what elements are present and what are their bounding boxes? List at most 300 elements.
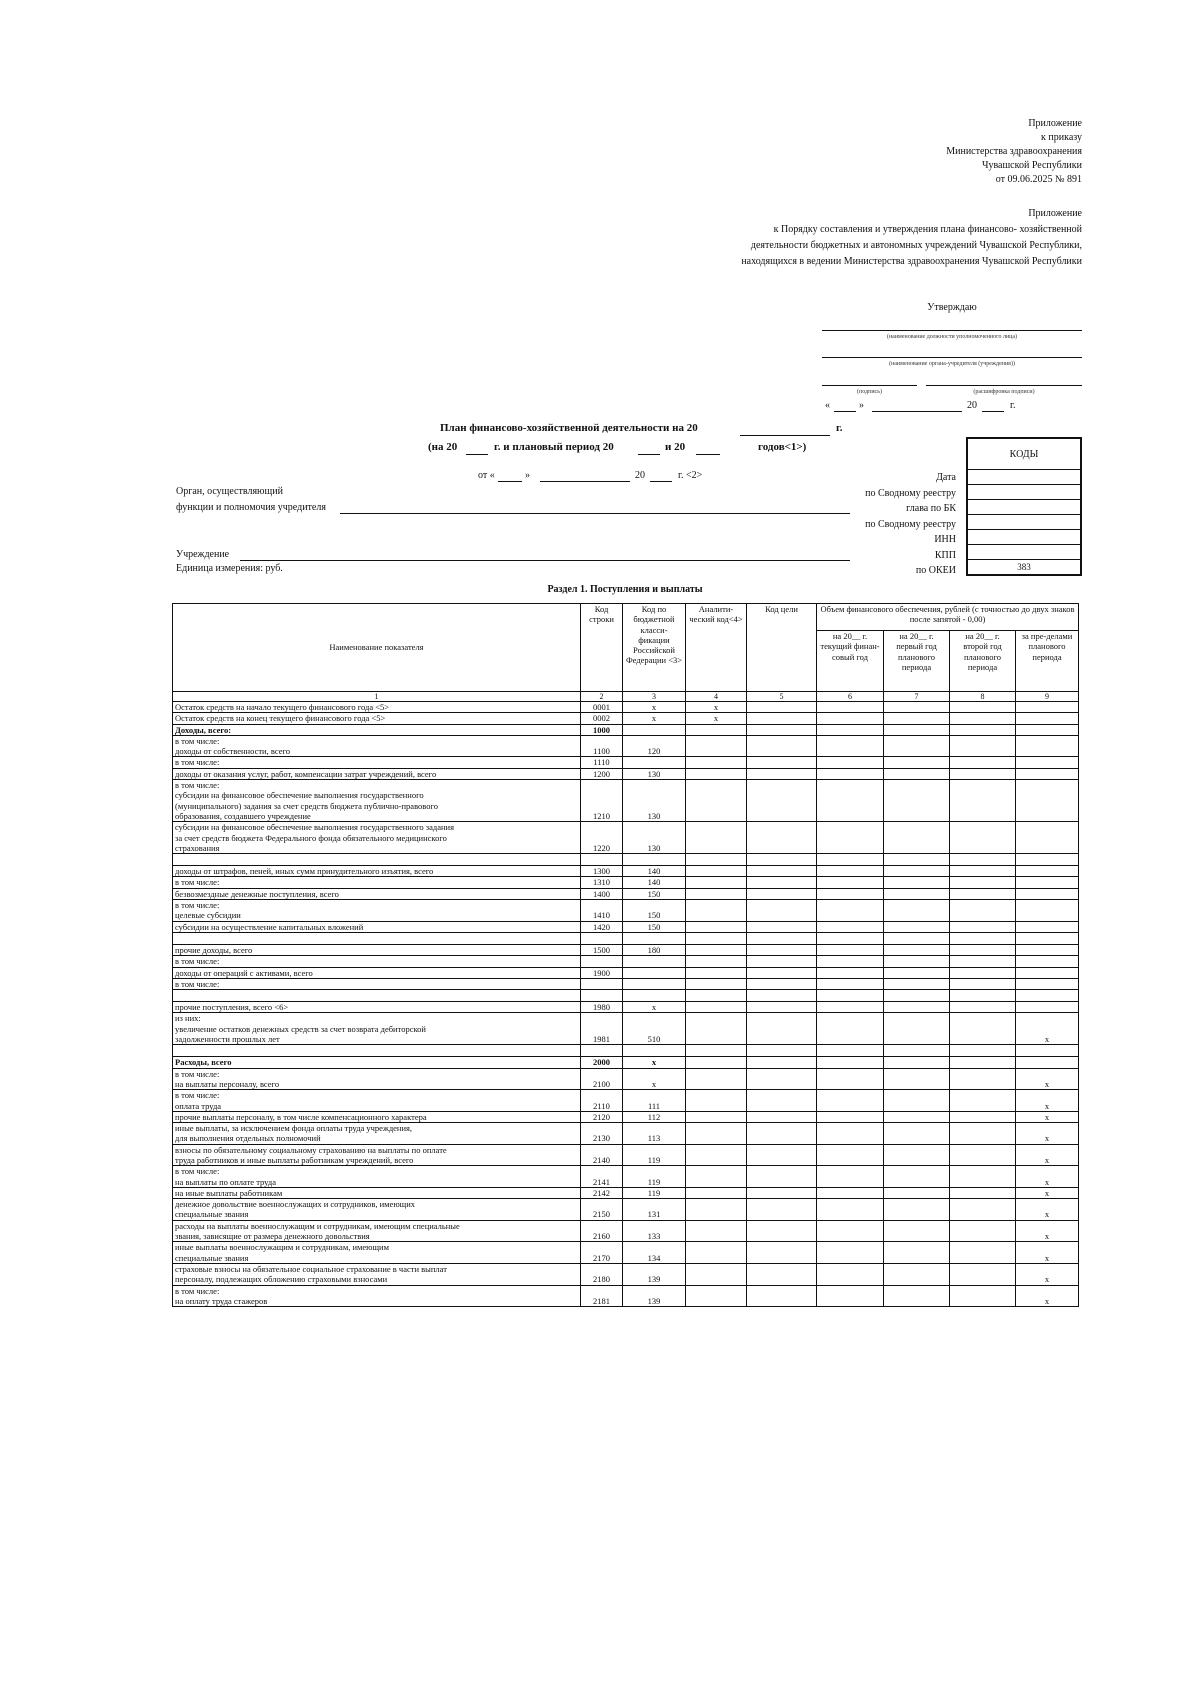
- row-goal-code[interactable]: [747, 877, 817, 888]
- row-analytic-code: [686, 932, 747, 944]
- row-amount-beyond[interactable]: x: [1016, 1285, 1079, 1307]
- row-amount-year-3[interactable]: [950, 1166, 1016, 1188]
- row-amount-year-2[interactable]: [884, 854, 950, 866]
- row-amount-year-2[interactable]: [884, 757, 950, 768]
- row-analytic-code: [686, 1068, 747, 1090]
- row-amount-year-3[interactable]: [950, 1144, 1016, 1166]
- row-amount-year-1[interactable]: [817, 944, 884, 955]
- plan-month-line: [540, 481, 630, 482]
- table-row: [173, 1242, 1079, 1264]
- row-code: [581, 854, 623, 866]
- row-amount-year-2[interactable]: [884, 735, 950, 757]
- row-name: страховые взносы на обязательное социальное страхование в части выплат персоналу, подлежащих обложению страховыми взносами: [173, 1263, 581, 1285]
- row-amount-year-1[interactable]: [817, 1123, 884, 1145]
- table-row: [173, 888, 1079, 899]
- row-code: 1220: [581, 822, 623, 854]
- row-bk-code: [623, 932, 686, 944]
- row-amount-year-3[interactable]: [950, 1123, 1016, 1145]
- row-name: в том числе: целевые субсидии: [173, 900, 581, 922]
- row-amount-beyond[interactable]: [1016, 713, 1079, 724]
- row-name: иные выплаты военнослужащим и сотрудникам, имеющим специальные звания: [173, 1242, 581, 1264]
- procedure-annex-line: к Порядку составления и утверждения плана финансово- хозяйственной: [773, 224, 1082, 235]
- row-name: взносы по обязательному социальному страхованию на выплаты по оплате труда работников и иные выплаты работникам учреждений, всего: [173, 1144, 581, 1166]
- row-code: [581, 978, 623, 989]
- row-amount-year-1[interactable]: [817, 866, 884, 877]
- row-amount-beyond[interactable]: [1016, 768, 1079, 779]
- row-goal-code[interactable]: [747, 822, 817, 854]
- row-goal-code[interactable]: [747, 990, 817, 1002]
- row-amount-year-1[interactable]: [817, 768, 884, 779]
- code-value[interactable]: [967, 515, 1081, 530]
- row-amount-year-3[interactable]: [950, 1263, 1016, 1285]
- row-amount-beyond[interactable]: x: [1016, 1068, 1079, 1090]
- row-amount-beyond[interactable]: [1016, 702, 1079, 713]
- row-analytic-code: [686, 888, 747, 899]
- row-amount-beyond[interactable]: [1016, 932, 1079, 944]
- row-amount-year-2[interactable]: [884, 990, 950, 1002]
- table-row: [173, 1199, 1079, 1221]
- table-row: [173, 1045, 1079, 1057]
- row-bk-code: 133: [623, 1220, 686, 1242]
- row-amount-beyond[interactable]: [1016, 978, 1079, 989]
- row-amount-beyond[interactable]: [1016, 990, 1079, 1002]
- row-analytic-code: [686, 1111, 747, 1122]
- row-amount-beyond[interactable]: [1016, 1002, 1079, 1013]
- row-goal-code[interactable]: [747, 888, 817, 899]
- row-amount-year-2[interactable]: [884, 1263, 950, 1285]
- row-amount-year-3[interactable]: [950, 1285, 1016, 1307]
- row-name: из них: увеличение остатков денежных средств за счет возврата дебиторской задолженности прошлых лет: [173, 1013, 581, 1045]
- row-amount-year-1[interactable]: [817, 1187, 884, 1198]
- table-row: [173, 1068, 1079, 1090]
- row-code: 1400: [581, 888, 623, 899]
- row-goal-code[interactable]: [747, 1013, 817, 1045]
- approve-year-suffix: г.: [1010, 400, 1016, 411]
- row-goal-code[interactable]: [747, 1242, 817, 1264]
- row-analytic-code: [686, 956, 747, 967]
- row-analytic-code: [686, 1242, 747, 1264]
- row-amount-year-3[interactable]: [950, 1068, 1016, 1090]
- row-amount-beyond[interactable]: [1016, 757, 1079, 768]
- row-name: расходы на выплаты военнослужащим и сотрудникам, имеющим специальные звания, зависящие от размера денежного довольствия: [173, 1220, 581, 1242]
- row-amount-year-2[interactable]: [884, 1013, 950, 1045]
- row-goal-code[interactable]: [747, 1123, 817, 1145]
- row-amount-year-2[interactable]: [884, 768, 950, 779]
- row-amount-year-2[interactable]: [884, 1002, 950, 1013]
- plan-period-mid: г. и плановый период 20: [494, 441, 614, 453]
- code-label: ИНН: [934, 534, 956, 545]
- row-amount-year-1[interactable]: [817, 1166, 884, 1188]
- row-amount-beyond[interactable]: [1016, 735, 1079, 757]
- row-goal-code[interactable]: [747, 1187, 817, 1198]
- row-amount-beyond[interactable]: [1016, 956, 1079, 967]
- table-row: [173, 900, 1079, 922]
- row-code: 2110: [581, 1090, 623, 1112]
- row-amount-year-3[interactable]: [950, 724, 1016, 735]
- row-code: 1200: [581, 768, 623, 779]
- code-label: по Сводному реестру: [865, 518, 956, 530]
- row-goal-code[interactable]: [747, 967, 817, 978]
- row-amount-beyond[interactable]: [1016, 944, 1079, 955]
- plan-period-year2-line: [638, 454, 660, 455]
- row-amount-year-3[interactable]: [950, 1187, 1016, 1198]
- row-amount-beyond[interactable]: x: [1016, 1111, 1079, 1122]
- row-amount-beyond[interactable]: x: [1016, 1220, 1079, 1242]
- row-amount-year-3[interactable]: [950, 877, 1016, 888]
- row-goal-code[interactable]: [747, 944, 817, 955]
- row-goal-code[interactable]: [747, 866, 817, 877]
- code-value[interactable]: [967, 470, 1081, 485]
- row-goal-code[interactable]: [747, 921, 817, 932]
- row-analytic-code: x: [686, 702, 747, 713]
- row-amount-year-2[interactable]: [884, 1166, 950, 1188]
- row-amount-year-1[interactable]: [817, 1242, 884, 1264]
- row-goal-code[interactable]: [747, 757, 817, 768]
- row-code: 2160: [581, 1220, 623, 1242]
- row-amount-year-1[interactable]: [817, 1199, 884, 1221]
- row-amount-year-2[interactable]: [884, 1045, 950, 1057]
- row-amount-year-1[interactable]: [817, 780, 884, 822]
- row-goal-code[interactable]: [747, 1057, 817, 1068]
- row-goal-code[interactable]: [747, 1111, 817, 1122]
- row-amount-year-1[interactable]: [817, 724, 884, 735]
- row-amount-year-3[interactable]: [950, 1111, 1016, 1122]
- row-bk-code: 134: [623, 1242, 686, 1264]
- col-number: 6: [817, 692, 884, 702]
- row-amount-year-3[interactable]: [950, 967, 1016, 978]
- row-name: Остаток средств на конец текущего финансового года <5>: [173, 713, 581, 724]
- row-amount-year-3[interactable]: [950, 822, 1016, 854]
- procedure-annex-line: находящихся в ведении Министерства здравоохранения Чувашской Республики: [741, 256, 1082, 267]
- head-year-1: на 20__ г. текущий финан-совый год: [817, 631, 884, 692]
- row-amount-year-2[interactable]: [884, 822, 950, 854]
- row-amount-year-1[interactable]: [817, 735, 884, 757]
- row-amount-year-1[interactable]: [817, 978, 884, 989]
- row-analytic-code: [686, 877, 747, 888]
- table-row: [173, 1002, 1079, 1013]
- row-amount-year-2[interactable]: [884, 1220, 950, 1242]
- row-amount-year-1[interactable]: [817, 888, 884, 899]
- row-amount-beyond[interactable]: x: [1016, 1123, 1079, 1145]
- row-amount-year-1[interactable]: [817, 967, 884, 978]
- row-name: прочие поступления, всего <6>: [173, 1002, 581, 1013]
- row-amount-year-1[interactable]: [817, 1263, 884, 1285]
- row-bk-code: x: [623, 1002, 686, 1013]
- row-amount-year-1[interactable]: [817, 1144, 884, 1166]
- row-amount-beyond[interactable]: x: [1016, 1242, 1079, 1264]
- row-name: в том числе:: [173, 877, 581, 888]
- table-row: [173, 967, 1079, 978]
- row-amount-year-3[interactable]: [950, 735, 1016, 757]
- code-value[interactable]: [967, 545, 1081, 560]
- row-amount-year-2[interactable]: [884, 780, 950, 822]
- row-analytic-code: [686, 735, 747, 757]
- table-row: [173, 1263, 1079, 1285]
- row-amount-year-2[interactable]: [884, 921, 950, 932]
- row-goal-code[interactable]: [747, 1285, 817, 1307]
- row-goal-code[interactable]: [747, 1199, 817, 1221]
- row-amount-year-3[interactable]: [950, 780, 1016, 822]
- code-value[interactable]: [967, 500, 1081, 515]
- signature-decode-line: [926, 385, 1082, 386]
- row-amount-year-2[interactable]: [884, 1123, 950, 1145]
- row-bk-code: 111: [623, 1090, 686, 1112]
- row-goal-code[interactable]: [747, 956, 817, 967]
- row-amount-year-2[interactable]: [884, 866, 950, 877]
- row-amount-year-1[interactable]: [817, 757, 884, 768]
- organ-line: [822, 357, 1082, 358]
- row-name: Остаток средств на начало текущего финансового года <5>: [173, 702, 581, 713]
- head-year-3: на 20__ г. второй год планового периода: [950, 631, 1016, 692]
- row-amount-year-2[interactable]: [884, 1144, 950, 1166]
- head-code-row: Код строки: [581, 604, 623, 692]
- row-amount-year-3[interactable]: [950, 1242, 1016, 1264]
- row-amount-year-3[interactable]: [950, 866, 1016, 877]
- table-row: [173, 1187, 1079, 1198]
- unit-label: Единица измерения: руб.: [176, 563, 283, 574]
- row-amount-year-3[interactable]: [950, 713, 1016, 724]
- row-amount-year-2[interactable]: [884, 1068, 950, 1090]
- row-bk-code: [623, 967, 686, 978]
- row-amount-beyond[interactable]: [1016, 888, 1079, 899]
- row-name: субсидии на осуществление капитальных вложений: [173, 921, 581, 932]
- row-amount-beyond[interactable]: [1016, 866, 1079, 877]
- row-amount-beyond[interactable]: [1016, 900, 1079, 922]
- row-analytic-code: [686, 1002, 747, 1013]
- row-amount-year-3[interactable]: [950, 1220, 1016, 1242]
- row-amount-year-1[interactable]: [817, 1013, 884, 1045]
- table-row: [173, 735, 1079, 757]
- row-analytic-code: [686, 1199, 747, 1221]
- row-amount-year-3[interactable]: [950, 1057, 1016, 1068]
- row-amount-year-1[interactable]: [817, 1090, 884, 1112]
- row-amount-year-3[interactable]: [950, 888, 1016, 899]
- head-name: Наименование показателя: [173, 604, 581, 692]
- table-row: [173, 1285, 1079, 1307]
- col-number: 8: [950, 692, 1016, 702]
- row-amount-year-3[interactable]: [950, 1199, 1016, 1221]
- row-amount-beyond[interactable]: [1016, 1057, 1079, 1068]
- plan-title: План финансово-хозяйственной деятельности на 20: [440, 422, 698, 434]
- code-label: глава по БК: [906, 503, 956, 514]
- row-amount-year-3[interactable]: [950, 1090, 1016, 1112]
- row-goal-code[interactable]: [747, 1220, 817, 1242]
- row-amount-beyond[interactable]: x: [1016, 1013, 1079, 1045]
- row-amount-year-1[interactable]: [817, 1111, 884, 1122]
- row-amount-year-1[interactable]: [817, 990, 884, 1002]
- row-name: прочие выплаты персоналу, в том числе компенсационного характера: [173, 1111, 581, 1122]
- row-amount-beyond[interactable]: x: [1016, 1199, 1079, 1221]
- row-amount-year-1[interactable]: [817, 1285, 884, 1307]
- row-code: 1500: [581, 944, 623, 955]
- row-amount-beyond[interactable]: [1016, 967, 1079, 978]
- row-goal-code[interactable]: [747, 1045, 817, 1057]
- row-code: 1420: [581, 921, 623, 932]
- table-row: [173, 757, 1079, 768]
- row-amount-year-3[interactable]: [950, 921, 1016, 932]
- row-goal-code[interactable]: [747, 1002, 817, 1013]
- row-goal-code[interactable]: [747, 1263, 817, 1285]
- row-amount-year-2[interactable]: [884, 1090, 950, 1112]
- row-amount-year-2[interactable]: [884, 1199, 950, 1221]
- row-amount-year-3[interactable]: [950, 757, 1016, 768]
- row-goal-code[interactable]: [747, 724, 817, 735]
- row-name: доходы от операций с активами, всего: [173, 967, 581, 978]
- row-goal-code[interactable]: [747, 1068, 817, 1090]
- row-amount-year-3[interactable]: [950, 854, 1016, 866]
- row-amount-year-3[interactable]: [950, 1013, 1016, 1045]
- row-bk-code: x: [623, 1057, 686, 1068]
- row-amount-beyond[interactable]: [1016, 780, 1079, 822]
- codes-labels: [760, 470, 956, 579]
- code-label: КПП: [934, 549, 956, 561]
- row-goal-code[interactable]: [747, 1144, 817, 1166]
- row-amount-year-2[interactable]: [884, 1111, 950, 1122]
- row-name: в том числе: на выплаты персоналу, всего: [173, 1068, 581, 1090]
- row-amount-year-2[interactable]: [884, 956, 950, 967]
- row-amount-beyond[interactable]: x: [1016, 1144, 1079, 1166]
- row-amount-year-1[interactable]: [817, 877, 884, 888]
- row-amount-year-1[interactable]: [817, 900, 884, 922]
- row-analytic-code: [686, 780, 747, 822]
- plan-period-open: (на 20: [428, 441, 458, 453]
- row-amount-year-2[interactable]: [884, 978, 950, 989]
- head-volume: Объем финансового обеспечения, рублей (с точностью до двух знаков после запятой - 0,00): [817, 604, 1079, 631]
- code-value[interactable]: [967, 530, 1081, 545]
- row-amount-year-2[interactable]: [884, 1285, 950, 1307]
- row-amount-year-2[interactable]: [884, 702, 950, 713]
- row-amount-beyond[interactable]: [1016, 822, 1079, 854]
- head-analytic: Аналити-ческий код<4>: [686, 604, 747, 692]
- row-bk-code: x: [623, 1068, 686, 1090]
- row-bk-code: [623, 1045, 686, 1057]
- row-goal-code[interactable]: [747, 932, 817, 944]
- row-goal-code[interactable]: [747, 768, 817, 779]
- row-goal-code[interactable]: [747, 1090, 817, 1112]
- approve-year-prefix: 20: [967, 400, 977, 411]
- row-amount-year-2[interactable]: [884, 944, 950, 955]
- row-goal-code[interactable]: [747, 1166, 817, 1188]
- row-code: 1900: [581, 967, 623, 978]
- row-goal-code[interactable]: [747, 978, 817, 989]
- row-amount-year-3[interactable]: [950, 1045, 1016, 1057]
- row-amount-year-1[interactable]: [817, 956, 884, 967]
- row-amount-year-3[interactable]: [950, 990, 1016, 1002]
- row-analytic-code: [686, 866, 747, 877]
- row-amount-year-2[interactable]: [884, 932, 950, 944]
- row-name: в том числе: на оплату труда стажеров: [173, 1285, 581, 1307]
- row-amount-year-2[interactable]: [884, 888, 950, 899]
- row-goal-code[interactable]: [747, 854, 817, 866]
- row-amount-beyond[interactable]: [1016, 1045, 1079, 1057]
- receipts-payments-table: [172, 603, 1079, 1307]
- row-code: [581, 956, 623, 967]
- row-amount-year-1[interactable]: [817, 921, 884, 932]
- row-amount-year-1[interactable]: [817, 702, 884, 713]
- row-goal-code[interactable]: [747, 735, 817, 757]
- code-value[interactable]: 383: [967, 560, 1081, 576]
- row-code: 1980: [581, 1002, 623, 1013]
- row-amount-year-2[interactable]: [884, 724, 950, 735]
- row-goal-code[interactable]: [747, 702, 817, 713]
- head-beyond: за пре-делами планового периода: [1016, 631, 1079, 692]
- row-amount-year-1[interactable]: [817, 822, 884, 854]
- row-amount-year-3[interactable]: [950, 932, 1016, 944]
- row-amount-year-2[interactable]: [884, 1057, 950, 1068]
- row-amount-year-3[interactable]: [950, 900, 1016, 922]
- row-bk-code: 139: [623, 1263, 686, 1285]
- row-goal-code[interactable]: [747, 713, 817, 724]
- table-row: [173, 1123, 1079, 1145]
- row-bk-code: 130: [623, 780, 686, 822]
- row-amount-year-2[interactable]: [884, 1187, 950, 1198]
- table-row: [173, 1057, 1079, 1068]
- row-name: [173, 854, 581, 866]
- table-row: [173, 702, 1079, 713]
- row-bk-code: x: [623, 713, 686, 724]
- position-hint: (наименование должности уполномоченного лица): [886, 334, 1018, 340]
- row-amount-beyond[interactable]: [1016, 877, 1079, 888]
- row-name: доходы от штрафов, пеней, иных сумм принудительного изъятия, всего: [173, 866, 581, 877]
- row-bk-code: 119: [623, 1166, 686, 1188]
- row-amount-beyond[interactable]: [1016, 921, 1079, 932]
- row-amount-year-2[interactable]: [884, 900, 950, 922]
- row-amount-beyond[interactable]: x: [1016, 1166, 1079, 1188]
- order-annex-line: Приложение: [1028, 118, 1082, 129]
- row-amount-year-1[interactable]: [817, 1068, 884, 1090]
- code-value[interactable]: [967, 485, 1081, 500]
- row-amount-beyond[interactable]: x: [1016, 1187, 1079, 1198]
- row-amount-year-2[interactable]: [884, 877, 950, 888]
- row-bk-code: 150: [623, 900, 686, 922]
- row-amount-year-3[interactable]: [950, 1002, 1016, 1013]
- section-title: Раздел 1. Поступления и выплаты: [547, 584, 703, 595]
- order-annex-line: Министерства здравоохранения: [946, 146, 1082, 157]
- row-amount-beyond[interactable]: [1016, 854, 1079, 866]
- table-row: [173, 956, 1079, 967]
- row-amount-year-1[interactable]: [817, 854, 884, 866]
- organ-label-2: функции и полномочия учредителя: [176, 502, 326, 513]
- row-analytic-code: [686, 900, 747, 922]
- row-name: Доходы, всего:: [173, 724, 581, 735]
- row-amount-year-1[interactable]: [817, 713, 884, 724]
- row-amount-year-1[interactable]: [817, 1045, 884, 1057]
- approve-title: Утверждаю: [927, 302, 977, 313]
- row-code: 2120: [581, 1111, 623, 1122]
- row-amount-beyond[interactable]: x: [1016, 1263, 1079, 1285]
- row-bk-code: 139: [623, 1285, 686, 1307]
- row-amount-year-1[interactable]: [817, 932, 884, 944]
- row-amount-year-1[interactable]: [817, 1220, 884, 1242]
- row-amount-beyond[interactable]: x: [1016, 1090, 1079, 1112]
- plan-period-and: и 20: [665, 441, 686, 453]
- col-number: 9: [1016, 692, 1079, 702]
- row-amount-year-3[interactable]: [950, 956, 1016, 967]
- row-amount-year-2[interactable]: [884, 713, 950, 724]
- row-amount-year-2[interactable]: [884, 1242, 950, 1264]
- row-amount-year-2[interactable]: [884, 967, 950, 978]
- row-analytic-code: x: [686, 713, 747, 724]
- row-goal-code[interactable]: [747, 900, 817, 922]
- row-amount-year-3[interactable]: [950, 702, 1016, 713]
- row-amount-beyond[interactable]: [1016, 724, 1079, 735]
- row-goal-code[interactable]: [747, 780, 817, 822]
- row-amount-year-1[interactable]: [817, 1057, 884, 1068]
- row-amount-year-1[interactable]: [817, 1002, 884, 1013]
- row-amount-year-3[interactable]: [950, 768, 1016, 779]
- row-amount-year-3[interactable]: [950, 944, 1016, 955]
- row-amount-year-3[interactable]: [950, 978, 1016, 989]
